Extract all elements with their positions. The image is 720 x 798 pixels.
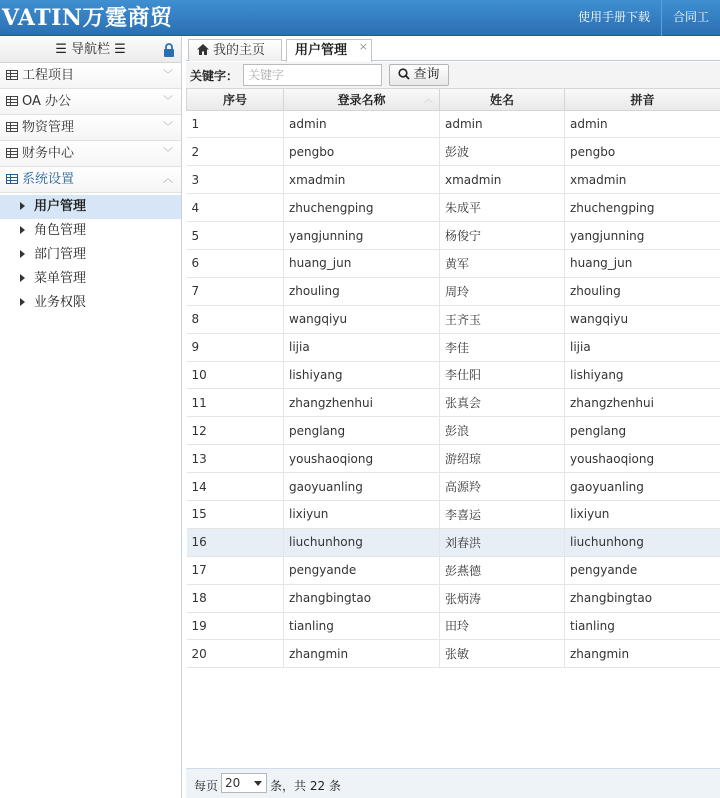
chevron-down-icon: ﹀ xyxy=(163,96,173,107)
cell-pinyin: admin xyxy=(565,110,720,138)
sidebar-item-label: 部门管理 xyxy=(34,247,87,262)
menu-icon-right: ☰ xyxy=(110,42,126,57)
table-row[interactable] xyxy=(187,500,720,528)
user-table xyxy=(186,89,720,668)
cell-login-name: lixiyun xyxy=(284,500,440,528)
cell-pinyin: gaoyuanling xyxy=(565,473,720,501)
tab-label: 用户管理 xyxy=(295,43,348,58)
table-row[interactable] xyxy=(187,417,720,445)
caret-right-icon xyxy=(20,250,25,258)
sidebar-title: 导航栏 xyxy=(70,42,110,57)
caret-right-icon xyxy=(20,298,25,306)
cell-index: 3 xyxy=(187,166,284,194)
cell-name: 朱成平 xyxy=(440,194,565,222)
sidebar-item-label: 角色管理 xyxy=(34,223,87,238)
cell-pinyin: huang_jun xyxy=(565,249,720,277)
keyword-input[interactable] xyxy=(243,64,382,86)
cell-pinyin: penglang xyxy=(565,417,720,445)
cell-login-name: lishiyang xyxy=(284,361,440,389)
table-icon xyxy=(6,70,18,80)
cell-login-name: zhangbingtao xyxy=(284,584,440,612)
sort-icon: ︿ xyxy=(423,95,433,105)
table-row[interactable] xyxy=(187,166,720,194)
cell-index: 14 xyxy=(187,473,284,501)
cell-index: 2 xyxy=(187,138,284,166)
menu-group-materials[interactable] xyxy=(0,115,181,141)
tab-label: 我的主页 xyxy=(213,43,266,58)
cell-login-name: zhangzhenhui xyxy=(284,389,440,417)
table-row[interactable] xyxy=(187,584,720,612)
cell-login-name: tianling xyxy=(284,612,440,640)
dropdown-arrow-icon xyxy=(254,781,262,786)
cell-name: 李喜运 xyxy=(440,500,565,528)
cell-pinyin: pengyande xyxy=(565,556,720,584)
cell-pinyin: youshaoqiong xyxy=(565,445,720,473)
cell-pinyin: zhangmin xyxy=(565,640,720,668)
menu-group-settings[interactable] xyxy=(0,167,181,193)
column-header-name[interactable]: 姓名 xyxy=(440,89,565,110)
sidebar-header xyxy=(0,37,181,63)
menu-group-project[interactable] xyxy=(0,63,181,89)
column-header-pinyin[interactable]: 拼音 xyxy=(565,89,720,110)
table-row[interactable] xyxy=(187,305,720,333)
cell-index: 20 xyxy=(187,640,284,668)
cell-index: 6 xyxy=(187,249,284,277)
per-page-label: 每页 xyxy=(194,779,219,793)
menu-group-finance[interactable] xyxy=(0,141,181,167)
table-row[interactable] xyxy=(187,389,720,417)
cell-pinyin: zhangzhenhui xyxy=(565,389,720,417)
cell-name: 张炳涛 xyxy=(440,584,565,612)
sidebar xyxy=(0,37,182,798)
sidebar-item-user-management[interactable] xyxy=(0,195,181,219)
cell-login-name: zhuchengping xyxy=(284,194,440,222)
search-icon xyxy=(398,68,410,80)
column-header-login-name[interactable] xyxy=(284,89,440,110)
menu-group-label: 物资管理 xyxy=(22,120,75,135)
cell-name: 张敏 xyxy=(440,640,565,668)
cell-index: 13 xyxy=(187,445,284,473)
cell-login-name: xmadmin xyxy=(284,166,440,194)
cell-index: 12 xyxy=(187,417,284,445)
cell-name: 张真会 xyxy=(440,389,565,417)
cell-login-name: pengyande xyxy=(284,556,440,584)
settings-submenu xyxy=(0,193,181,315)
cell-login-name: wangqiyu xyxy=(284,305,440,333)
cell-pinyin: tianling xyxy=(565,612,720,640)
cell-name: 李仕阳 xyxy=(440,361,565,389)
menu-group-label: OA 办公 xyxy=(22,94,72,109)
main-panel xyxy=(186,37,720,798)
cell-pinyin: lixiyun xyxy=(565,500,720,528)
table-header-row xyxy=(187,89,720,110)
cell-login-name: zhouling xyxy=(284,277,440,305)
chevron-down-icon: ﹀ xyxy=(163,70,173,81)
chevron-down-icon: ﹀ xyxy=(163,148,173,159)
table-row[interactable] xyxy=(187,222,720,250)
search-button[interactable] xyxy=(389,64,449,86)
cell-name: 田玲 xyxy=(440,612,565,640)
cell-name: 周玲 xyxy=(440,277,565,305)
cell-index: 16 xyxy=(187,528,284,556)
table-icon xyxy=(6,148,18,158)
cell-index: 5 xyxy=(187,222,284,250)
cell-pinyin: yangjunning xyxy=(565,222,720,250)
cell-index: 9 xyxy=(187,333,284,361)
cell-pinyin: lishiyang xyxy=(565,361,720,389)
cell-index: 4 xyxy=(187,194,284,222)
chevron-down-icon: ﹀ xyxy=(163,122,173,133)
lock-icon[interactable] xyxy=(163,43,175,57)
chevron-up-icon: ︿ xyxy=(163,174,173,185)
cell-index: 7 xyxy=(187,277,284,305)
cell-name: 王齐玉 xyxy=(440,305,565,333)
cell-name: 彭浪 xyxy=(440,417,565,445)
table-row[interactable] xyxy=(187,333,720,361)
cell-name: 李佳 xyxy=(440,333,565,361)
per-page-value: 20 xyxy=(225,776,241,790)
table-row[interactable] xyxy=(187,612,720,640)
header-links xyxy=(567,0,720,36)
cell-login-name: lijia xyxy=(284,333,440,361)
top-header xyxy=(0,0,720,36)
cell-name: 黄军 xyxy=(440,249,565,277)
sidebar-item-menu-management[interactable] xyxy=(0,267,181,291)
table-row[interactable] xyxy=(187,528,720,556)
cell-login-name: gaoyuanling xyxy=(284,473,440,501)
cell-index: 8 xyxy=(187,305,284,333)
search-toolbar xyxy=(186,62,720,89)
cell-name: 游绍琼 xyxy=(440,445,565,473)
tab-user-management[interactable] xyxy=(286,39,372,62)
cell-pinyin: zhuchengping xyxy=(565,194,720,222)
sidebar-item-business-permissions[interactable] xyxy=(0,291,181,315)
cell-index: 11 xyxy=(187,389,284,417)
caret-right-icon xyxy=(20,274,25,282)
tab-home[interactable] xyxy=(188,39,282,61)
cell-index: 1 xyxy=(187,110,284,138)
table-row[interactable] xyxy=(187,473,720,501)
menu-group-label: 系统设置 xyxy=(22,172,75,187)
cell-name: 高源羚 xyxy=(440,473,565,501)
table-row[interactable] xyxy=(187,640,720,668)
table-icon xyxy=(6,174,18,184)
cell-name: 彭燕德 xyxy=(440,556,565,584)
cell-index: 10 xyxy=(187,361,284,389)
table-row[interactable] xyxy=(187,110,720,138)
sidebar-item-label: 用户管理 xyxy=(34,199,87,214)
menu-group-label: 财务中心 xyxy=(22,146,75,161)
keyword-label: 关键字： xyxy=(190,69,239,83)
cell-name: xmadmin xyxy=(440,166,565,194)
table-icon xyxy=(6,122,18,132)
manual-download-link[interactable]: 使用手册下载 xyxy=(577,10,650,24)
cell-login-name: liuchunhong xyxy=(284,528,440,556)
cell-name: 杨俊宁 xyxy=(440,222,565,250)
close-icon[interactable]: × xyxy=(358,40,368,53)
tab-bar xyxy=(186,37,720,61)
cell-index: 18 xyxy=(187,584,284,612)
sidebar-item-role-management[interactable] xyxy=(0,219,181,243)
table-row[interactable] xyxy=(187,277,720,305)
cell-index: 19 xyxy=(187,612,284,640)
cell-pinyin: zhangbingtao xyxy=(565,584,720,612)
column-header-index[interactable]: 序号 xyxy=(187,89,284,110)
caret-right-icon xyxy=(20,226,25,234)
table-row[interactable] xyxy=(187,556,720,584)
pagination-bar xyxy=(186,768,720,798)
table-body xyxy=(187,110,720,668)
menu-icon: ☰ xyxy=(55,42,71,57)
cell-pinyin: pengbo xyxy=(565,138,720,166)
brand-logo: VATIN万霆商贸 xyxy=(2,5,173,31)
cell-name: admin xyxy=(440,110,565,138)
table-row[interactable] xyxy=(187,249,720,277)
total-count-text: 条，共 22 条 xyxy=(270,779,341,793)
cell-index: 15 xyxy=(187,500,284,528)
cell-pinyin: xmadmin xyxy=(565,166,720,194)
cell-login-name: zhangmin xyxy=(284,640,440,668)
per-page-select[interactable] xyxy=(221,773,267,793)
search-button-label: 查询 xyxy=(413,67,440,82)
table-icon xyxy=(6,96,18,106)
cell-index: 17 xyxy=(187,556,284,584)
sidebar-item-label: 菜单管理 xyxy=(34,271,87,286)
table-row[interactable] xyxy=(187,445,720,473)
cell-pinyin: wangqiyu xyxy=(565,305,720,333)
cell-login-name: huang_jun xyxy=(284,249,440,277)
cell-name: 刘春洪 xyxy=(440,528,565,556)
caret-right-icon xyxy=(20,202,25,210)
cell-login-name: youshaoqiong xyxy=(284,445,440,473)
cell-login-name: admin xyxy=(284,110,440,138)
cell-pinyin: zhouling xyxy=(565,277,720,305)
cell-login-name: pengbo xyxy=(284,138,440,166)
table-row[interactable] xyxy=(187,138,720,166)
column-header-label: 登录名称 xyxy=(337,92,386,107)
cell-name: 彭波 xyxy=(440,138,565,166)
menu-group-label: 工程项目 xyxy=(22,68,75,83)
cell-pinyin: lijia xyxy=(565,333,720,361)
cell-login-name: penglang xyxy=(284,417,440,445)
menu-group-oa[interactable] xyxy=(0,89,181,115)
sidebar-item-label: 业务权限 xyxy=(34,295,87,310)
table-row[interactable] xyxy=(187,194,720,222)
cell-login-name: yangjunning xyxy=(284,222,440,250)
contract-link[interactable]: 合同工 xyxy=(661,0,720,36)
table-row[interactable] xyxy=(187,361,720,389)
cell-pinyin: liuchunhong xyxy=(565,528,720,556)
home-icon xyxy=(197,44,209,55)
sidebar-item-department-management[interactable] xyxy=(0,243,181,267)
